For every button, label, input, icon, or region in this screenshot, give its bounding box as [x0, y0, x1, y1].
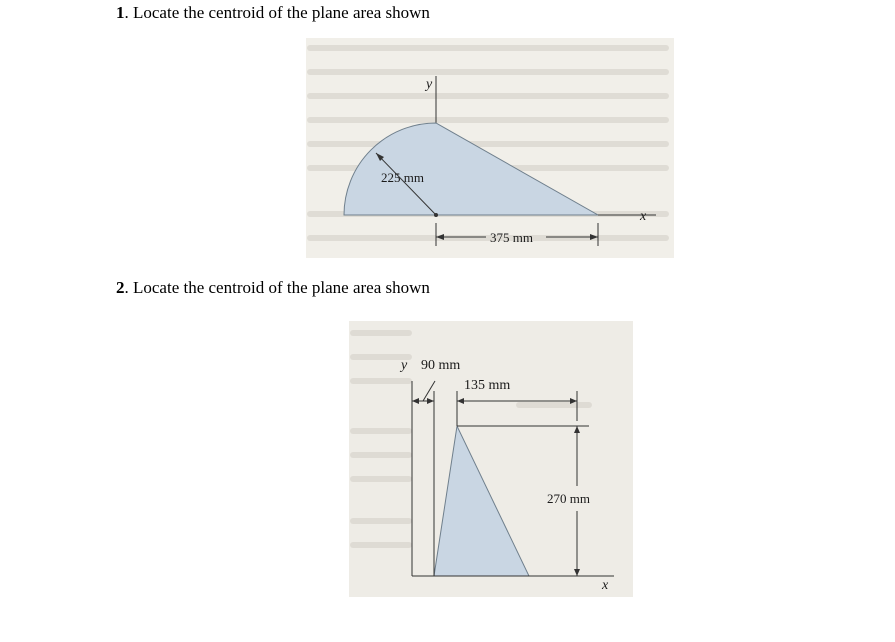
problem-1-heading [116, 3, 430, 23]
fig2-y-axis-label: y [401, 358, 408, 373]
problem-2-heading [116, 278, 430, 298]
offset-90-arrow-right [427, 398, 434, 404]
problem-2-diagram [349, 321, 633, 597]
problem-1-figure [306, 38, 674, 258]
problem-1-text: . Locate the centroid of the plane area shown [124, 3, 430, 22]
problem-2-figure [349, 321, 633, 597]
fig1-radius-label: 225 mm [381, 170, 424, 185]
height-arrow-bottom [574, 569, 580, 576]
offset-135-arrow-left [457, 398, 464, 404]
offset-90-leader [423, 381, 435, 401]
triangle-area-shape [434, 426, 529, 576]
fig2-135mm-label: 135 mm [464, 378, 511, 393]
problem-1-diagram [306, 38, 674, 258]
problem-2-text: . Locate the centroid of the plane area shown [124, 278, 430, 297]
fig2-x-axis-label: x [602, 578, 609, 593]
offset-90-arrow-left [412, 398, 419, 404]
fig1-y-axis-label: y [426, 77, 433, 92]
problem-1-number: 1 [116, 3, 125, 22]
problem-2-number: 2 [116, 278, 125, 297]
fig2-90mm-label: 90 mm [421, 358, 461, 373]
fig2-270mm-label: 270 mm [547, 491, 590, 506]
fig1-x-axis-label: x [640, 209, 647, 224]
fig1-base-label: 375 mm [490, 230, 533, 245]
height-arrow-top [574, 426, 580, 433]
center-point [434, 213, 438, 217]
